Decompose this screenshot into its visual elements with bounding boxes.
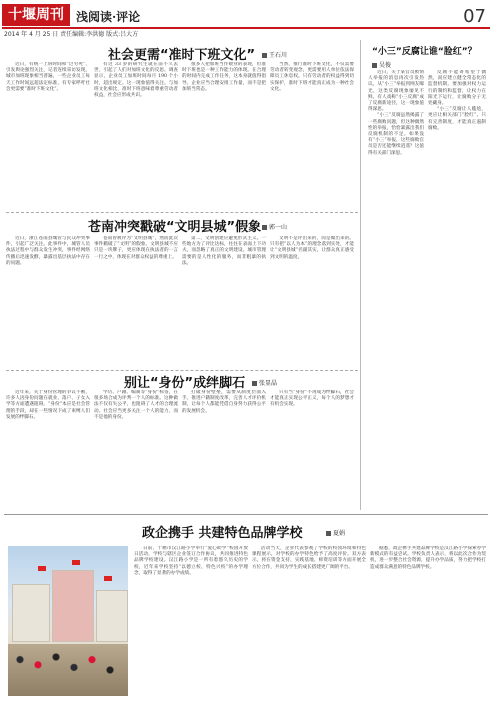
flag (104, 576, 112, 581)
article1-paragraph: 很多人把加班当作敬业的表现，但准时下班也是一种工作能力的体现。在合理的时间内完成工作任务，这本身就值得倡导。企业应当合理安排工作量，而不是把加班当常态。 (182, 62, 266, 92)
page-number: 07 (463, 6, 486, 27)
article3-paragraph: 打破身份壁垒，需要从制度层面入手。推进户籍制度改革，完善人才评价机制，让每个人都能凭借自身努力获得公平的发展机会。 (182, 390, 266, 414)
building (52, 570, 94, 642)
byline-marker-icon (252, 381, 257, 386)
article4-paragraph: 据悉，政企携手共建品牌学校是汉江路小学探索办学新模式的有益尝试。学校负责人表示，将以此次合作为契机，进一步整合社会资源，提升办学品质，努力把学校打造成群众满意的特色品牌学校。 (370, 546, 486, 570)
article3-col4 (270, 390, 354, 508)
article4-col1 (134, 546, 248, 696)
article3-paragraph: 近年来，关于身份管理的争议不断，许多人因身份问题在就业、落户、子女入学等方面遭遇阻碍。“身份”本应是社会管理的手段，却在一些情况下成了束缚人们发展的绊脚石。 (6, 390, 90, 420)
flag (38, 566, 46, 571)
article1-col4 (270, 62, 354, 206)
article2-byline (262, 222, 287, 231)
article3-paragraph: 只有当“身份”不再成为绊脚石，社会才能真正实现公平正义，每个人的梦想才有机会实现。 (270, 390, 354, 408)
article1-author: 王石川 (269, 52, 288, 59)
article4-paragraph: 活动当天，企业代表参观了学校的校园环境和特色课程展示，对学校的办学特色给予了高度评价。双方表示，将在资金支持、实践基地、师资培训等方面开展全方位合作，共同为学生的成长搭建更广阔的平台。 (252, 546, 366, 570)
article2-paragraph: 近日，浙江苍南县城管与民众冲突事件，引起广泛关注。此事件中，城管人员执法过程中与群众发生冲突，事件经网络传播后迅速发酵，暴露出基层执法中存在的问题。 (6, 236, 90, 266)
side-paragraph: 反腐不能寄希望于偶然，而应建立健全常态化的监督机制。要加强对权力运行的制约和监督，让权力在阳光下运行，让腐败分子无处藏身。 (428, 70, 486, 107)
section-flag (2, 4, 70, 26)
side-col2 (428, 70, 486, 506)
side-paragraph: “小三”反腐虽然揭露了一些腐败问题，但这种偶然性的举报，恰恰暴露出我们反腐机制的不足。如果没有“小三”举报，这些腐败官员是否还能继续逍遥？这值得有关部门深思。 (368, 113, 424, 156)
article1-byline (262, 50, 287, 59)
article2-paragraph: 文明不是评出来的，而是做出来的。只有把“以人为本”的理念落到实处，才能让“文明县城”名副其实，让群众真正感受到文明的温度。 (270, 236, 354, 260)
section-divider (4, 514, 488, 515)
article2-col1 (6, 236, 90, 366)
masthead-subline: 2014 年 4 月 25 日 责任编辑:李洪德 版式:吕大方 (4, 31, 139, 38)
article2-paragraph: 第二，文明创建应避免形式主义。一些地方为了评比达标，往往在表面上下功夫，而忽略了真正的文明建设。城市管理需要的是人性化的服务，而非粗暴的执法。 (182, 236, 266, 266)
side-byline (372, 60, 391, 69)
crowd (8, 644, 128, 696)
building (12, 584, 50, 642)
article1-paragraph: 近日，有统一上班时间和“过劳死”，引发舆论强烈关注，记者连续采访发现，城市加班现象相当普遍，一些企业员工每天工作时间远超法定标准，有专家呼吁社会更需要“准时下班文化”。 (6, 62, 90, 92)
side-paragraph: 近日，关于某官员被情人举报的消息再次引发热议。从“小三”举报到网友曝光，这类反腐现象屡见不鲜。有人戏称“小三反腐”成了反腐新途径，这一现象值得深思。 (368, 70, 424, 113)
byline-marker-icon (326, 531, 331, 536)
article1-col1 (6, 62, 90, 206)
article3-author: 张显晶 (259, 380, 278, 387)
article3-col3 (182, 390, 266, 508)
column-rule (360, 40, 361, 510)
side-author: 吴俊 (379, 62, 392, 69)
article1-title: 社会更需“准时下班文化” (108, 48, 256, 63)
article1-paragraph: 有这 33 岁的研究生就在前不久去世，引起了人们对加班文化的反思。调查显示，企业员工加班时间每月 190 个小时，超出规定。这一现象值得关注。与加班文化相比，准时下班意味着尊重劳动者权益，社会应形成共识。 (94, 62, 178, 99)
article4-title: 政企携手 共建特色品牌学校 (142, 526, 303, 541)
article4-author: 夏娟 (333, 530, 346, 537)
article1-col2 (94, 62, 178, 206)
article3-paragraph: 学历、户籍、编制等“身份”标签，在很多场合成为评判一个人的标准。这种做法不仅有失公平，也阻碍了人才的合理流动。社会应当更多关注一个人的能力，而不是他的身份。 (94, 390, 178, 420)
masthead (2, 4, 490, 38)
article1-paragraph: 当然，推行准时下班文化，不仅需要劳动者转变观念，更需要用人单位依法保障员工休息权。只有劳动者的权益得到切实保护，准时下班才能真正成为一种社会文化。 (270, 62, 354, 92)
article4-paragraph: 日前，十堰市汉江路小学举行“爱心助学”校园开放日活动，学校与辖区企业签订合作协议，共同推进特色品牌学校建设。汉江路小学是一所有着悠久历史的学校，近年来学校坚持“以德立校、特色兴校”的办学理念，取得了显著的办学成绩。 (134, 546, 248, 576)
side-paragraph: “小三”反腐让人尴尬，更应让相关部门“脸红”。只有完善制度，才能真正遏制腐败。 (428, 107, 486, 131)
article3-title: 别让“身份”成绊脚石 (124, 376, 246, 391)
article3-byline (252, 378, 277, 387)
article2-col4 (270, 236, 354, 366)
building (96, 590, 128, 642)
article4-col3 (370, 546, 486, 696)
article1-col3 (182, 62, 266, 206)
column-name: 浅阅读·评论 (76, 10, 141, 24)
article2-col2 (94, 236, 178, 366)
section-name: 十堰周刊 (8, 7, 64, 23)
divider (6, 212, 358, 213)
article2-paragraph: 苍南曾被评为“文明县城”，然而此次事件戳破了“文明”的假象。文明县城不应只是一块牌子，更应体现在执法者的一言一行之中，体现在对群众权益的尊重上。 (94, 236, 178, 260)
flag (72, 560, 80, 565)
article3-col2 (94, 390, 178, 508)
byline-marker-icon (262, 53, 267, 58)
school-photo (8, 546, 128, 696)
article2-title: 苍南冲突戳破“文明县城”假象 (88, 220, 262, 235)
side-col1 (368, 70, 424, 506)
side-title: “小三”反腐让谁“脸红”？ (372, 47, 477, 57)
article4-byline (326, 528, 345, 537)
divider (6, 370, 358, 371)
byline-marker-icon (262, 225, 267, 230)
article2-col3 (182, 236, 266, 366)
article4-col2 (252, 546, 366, 696)
article3-col1 (6, 390, 90, 508)
article2-author: 郭一山 (269, 224, 288, 231)
byline-marker-icon (372, 63, 377, 68)
